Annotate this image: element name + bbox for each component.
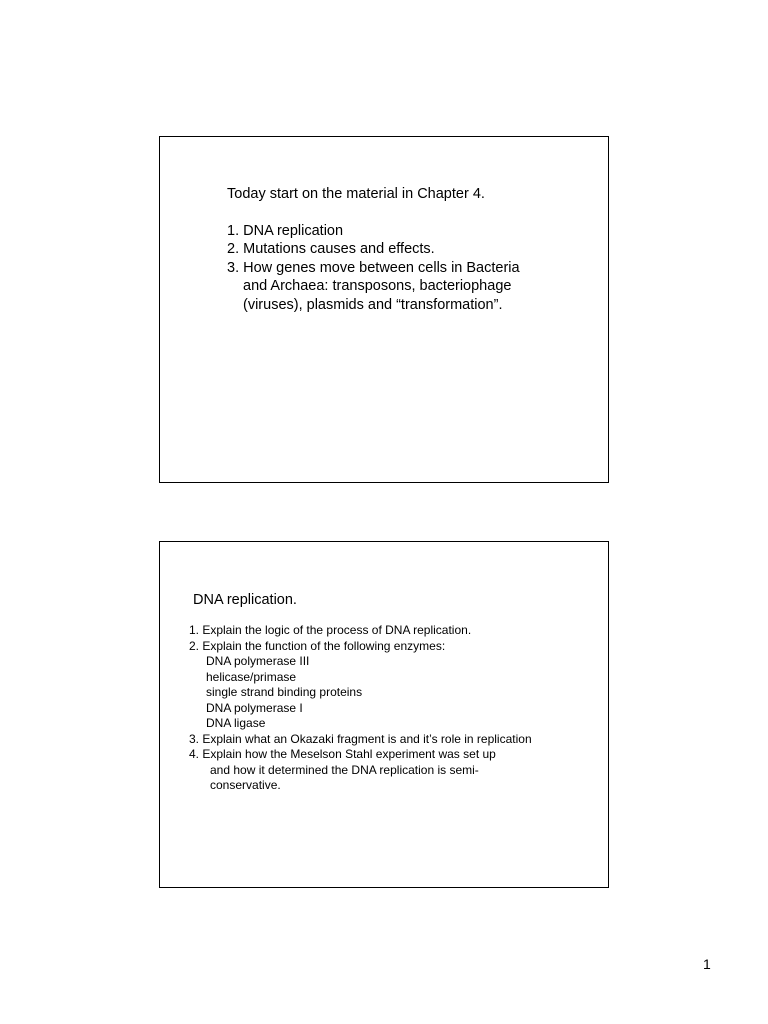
question-list <box>189 623 604 794</box>
list-item: 3. How genes move between cells in Bacteria <box>227 259 520 276</box>
enzyme-item: helicase/primase <box>206 669 297 684</box>
list-item: 2. Mutations causes and effects. <box>227 241 435 257</box>
enzyme-item: DNA polymerase I <box>206 700 303 715</box>
page-number: 1 <box>703 956 711 972</box>
slide-title: Today start on the material in Chapter 4. <box>227 186 485 202</box>
list-item: 1. Explain the logic of the process of DNA replication. <box>189 623 472 637</box>
slide-title: DNA replication. <box>193 592 297 608</box>
list-item: 1. DNA replication <box>227 222 344 239</box>
list-item: 2. Explain the function of the following enzymes: <box>189 638 446 653</box>
list-item-continuation: and how it determined the DNA replication is semi- <box>210 762 479 777</box>
list-item-continuation: (viruses), plasmids and “transformation”. <box>243 296 503 313</box>
slide-chapter-4-overview <box>159 136 609 483</box>
enzyme-item: DNA ligase <box>206 716 266 730</box>
list-item: 4. Explain how the Meselson Stahl experiment was set up <box>189 747 496 761</box>
enzyme-item: DNA polymerase III <box>206 654 310 668</box>
list-item-continuation: conservative. <box>210 778 281 792</box>
list-item-continuation: and Archaea: transposons, bacteriophage <box>243 278 512 294</box>
slide-dna-replication <box>159 541 609 888</box>
slide-content <box>227 185 597 314</box>
enzyme-item: single strand binding proteins <box>206 685 363 699</box>
list-item: 3. Explain what an Okazaki fragment is and it’s role in replication <box>189 731 532 746</box>
